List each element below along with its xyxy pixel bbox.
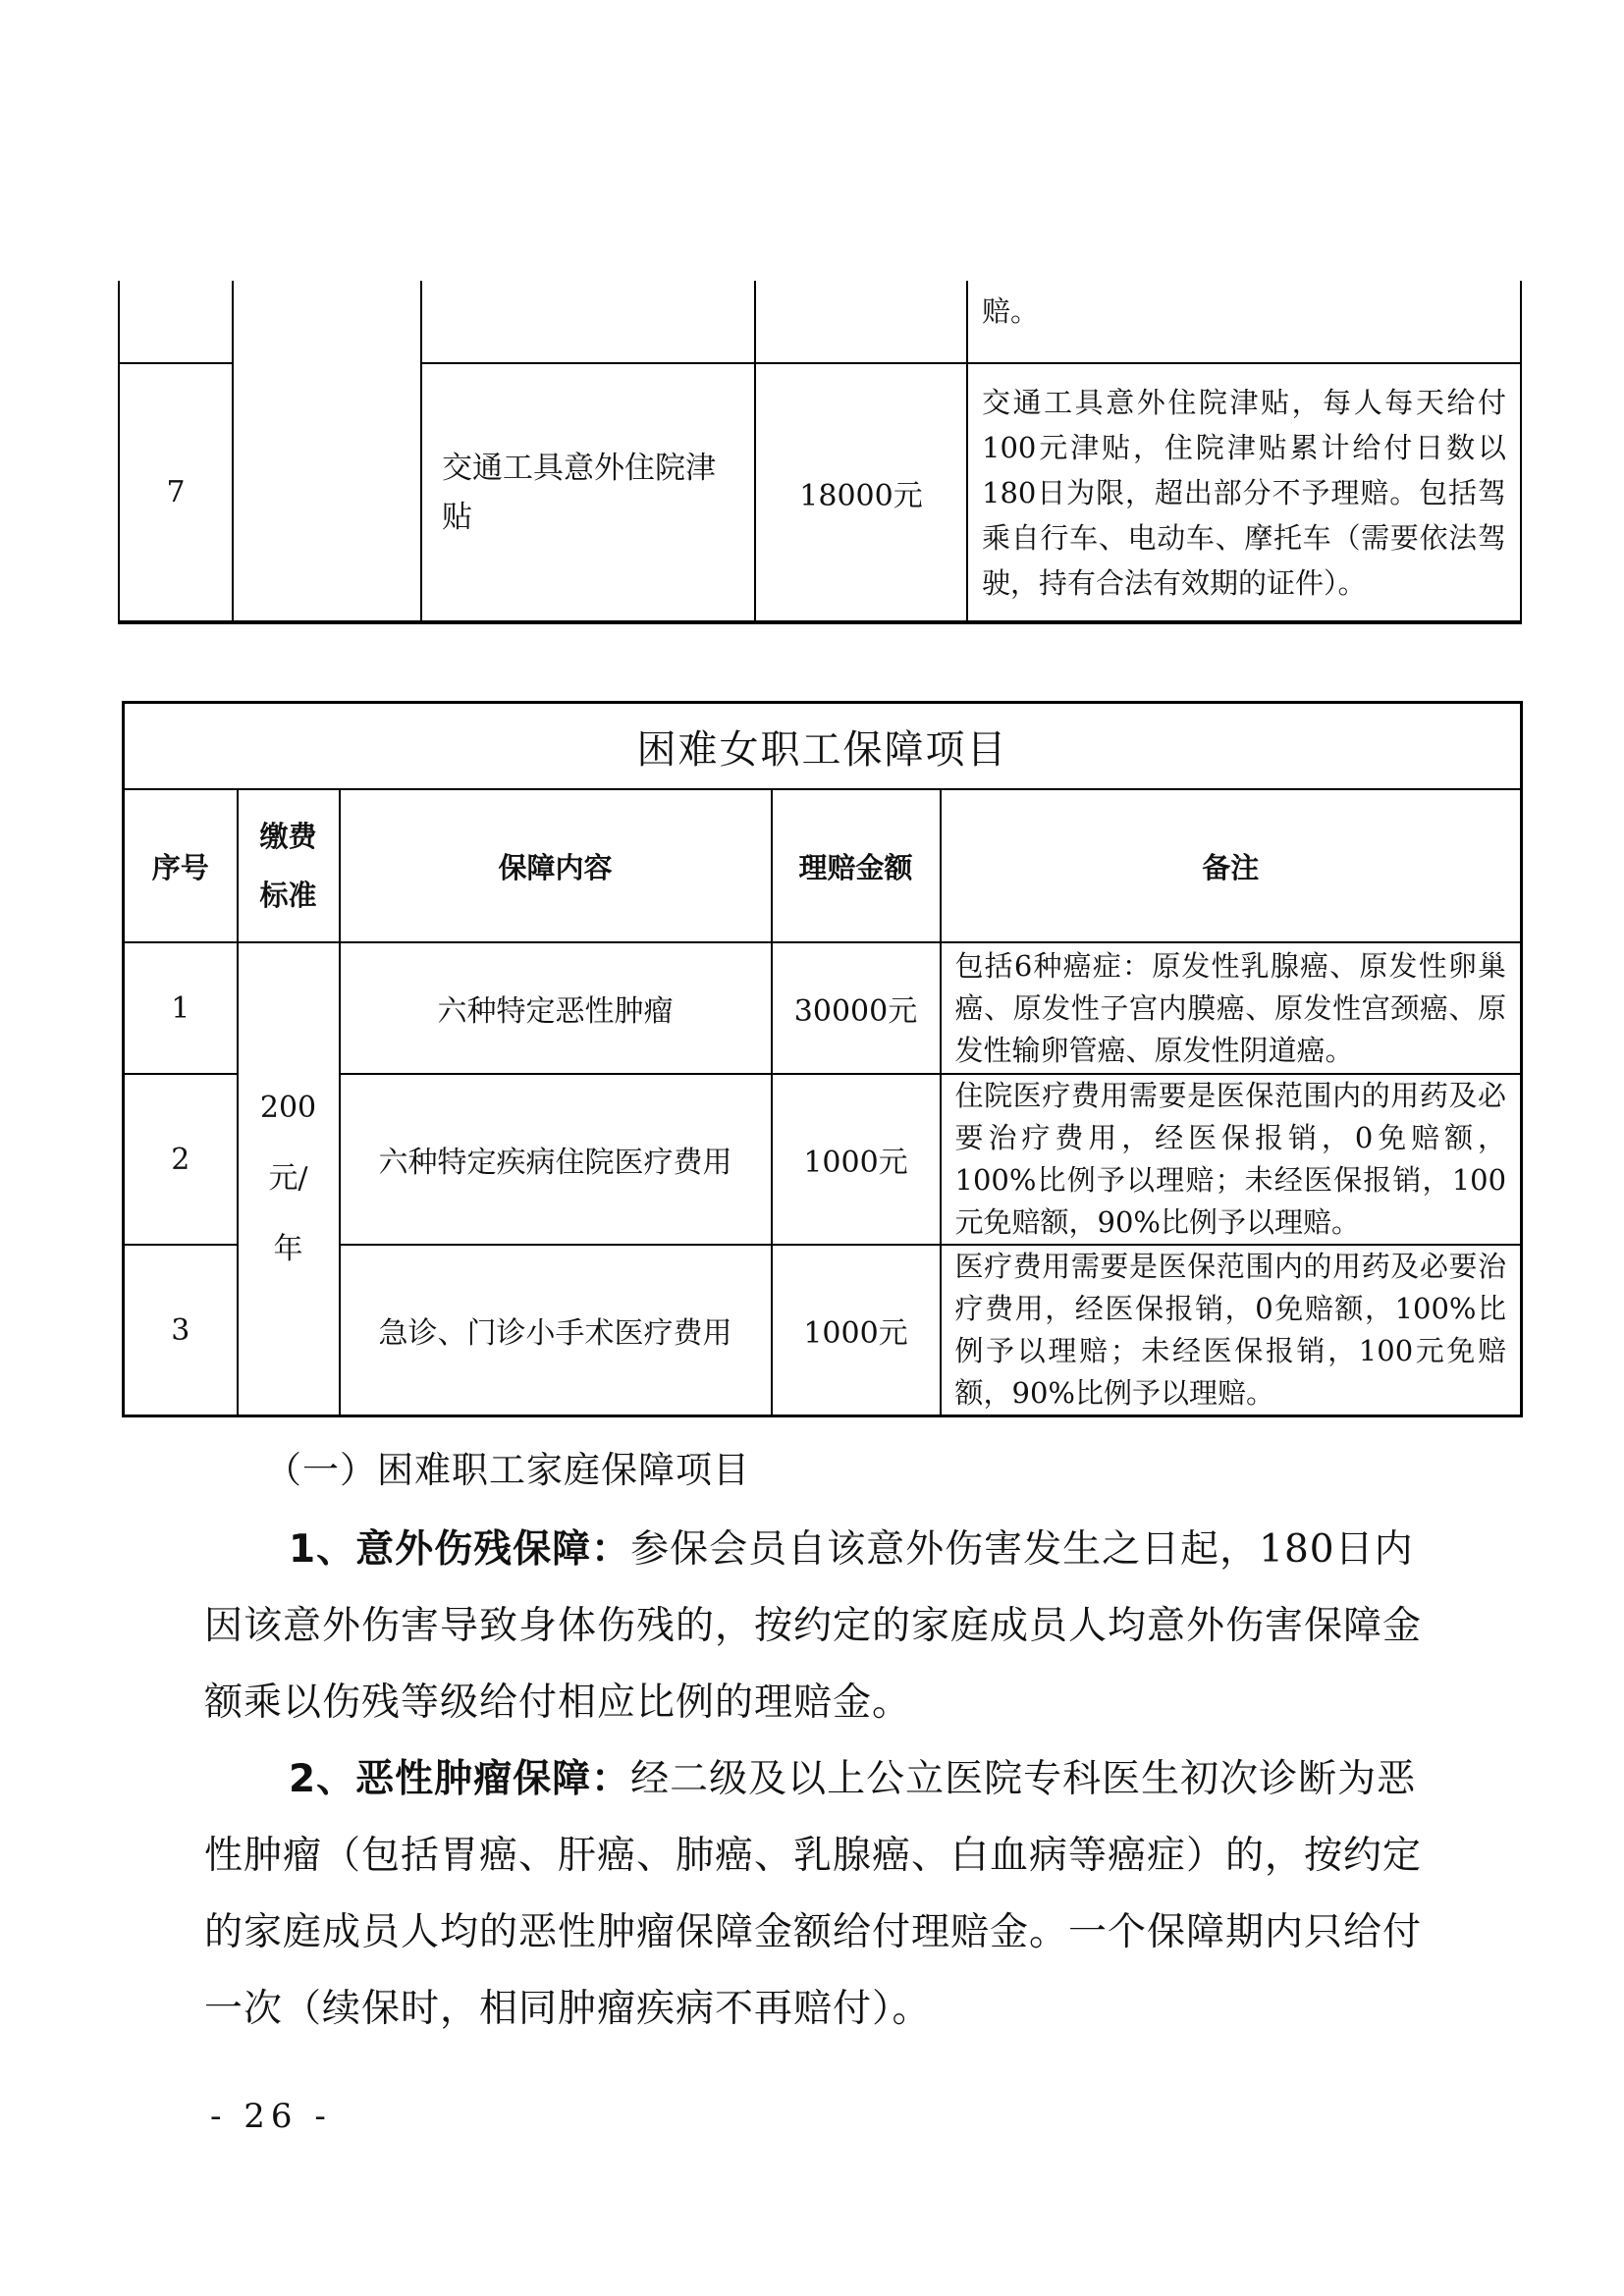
amount-cell: 30000元 bbox=[772, 942, 941, 1074]
amount-cell bbox=[755, 281, 967, 363]
header-amount: 理赔金额 bbox=[772, 789, 941, 942]
header-index: 序号 bbox=[124, 789, 238, 942]
note-cell: 包括6种癌症：原发性乳腺癌、原发性卵巢癌、原发性子宫内膜癌、原发性宫颈癌、原发性输卵管癌、原发性阴道癌。 bbox=[941, 942, 1522, 1074]
item-text: 经二级及以上公立医院专科医生初次诊断为恶性肿瘤（包括胃癌、肝癌、肺癌、乳腺癌、白血病等癌症）的，按约定的家庭成员人均的恶性肿瘤保障金额给付理赔金。一个保障期内只给付一次（续保时，相同肿瘤疾病不再赔付）。 bbox=[204, 1757, 1423, 2031]
item-label: 2、恶性肿瘤保障： bbox=[289, 1757, 631, 1801]
header-row bbox=[124, 789, 1522, 942]
note-cell: 交通工具意外住院津贴，每人每天给付100元津贴，住院津贴累计给付日数以180日为限，超出部分不予理赔。包括驾乘自行车、电动车、摩托车（需要依法驾驶，持有合法有效期的证件）。 bbox=[967, 363, 1521, 622]
index-cell: 3 bbox=[124, 1245, 238, 1416]
page-number: - 26 - bbox=[210, 2097, 332, 2136]
index-cell: 1 bbox=[124, 942, 238, 1074]
index-cell bbox=[119, 281, 233, 363]
content-cell: 交通工具意外住院津贴 bbox=[421, 363, 755, 622]
note-cell: 赔。 bbox=[967, 281, 1521, 363]
table-title: 困难女职工保障项目 bbox=[124, 703, 1522, 790]
header-fee-line1: 缴费 bbox=[259, 820, 317, 853]
content-cell bbox=[421, 281, 755, 363]
amount-cell: 1000元 bbox=[772, 1245, 941, 1416]
note-cell: 医疗费用需要是医保范围内的用药及必要治疗费用，经医保报销，0免赔额，100%比例予以理赔；未经医保报销，100元免赔额，90%比例予以理赔。 bbox=[941, 1245, 1522, 1416]
amount-cell: 18000元 bbox=[755, 363, 967, 622]
header-content: 保障内容 bbox=[340, 789, 772, 942]
fee-line3: 年 bbox=[273, 1232, 303, 1266]
item-text: 参保会员自该意外伤害发生之日起，180日内因该意外伤害导致身体伤残的，按约定的家庭成员人均意外伤害保障金额乘以伤残等级给付相应比例的理赔金。 bbox=[204, 1527, 1423, 1725]
header-note: 备注 bbox=[941, 789, 1522, 942]
content-cell: 六种特定恶性肿瘤 bbox=[340, 942, 772, 1074]
fee-line1: 200 bbox=[259, 1091, 317, 1125]
table-row bbox=[119, 281, 1521, 363]
fee-cell bbox=[238, 942, 340, 1416]
table-row bbox=[124, 942, 1522, 1074]
item-label: 1、意外伤残保障： bbox=[289, 1527, 631, 1572]
index-cell: 2 bbox=[124, 1074, 238, 1245]
paragraph-accident-disability bbox=[204, 1512, 1443, 1741]
content-cell: 急诊、门诊小手术医疗费用 bbox=[340, 1245, 772, 1416]
section-heading: （一）困难职工家庭保障项目 bbox=[265, 1449, 750, 1491]
insurance-table-continued bbox=[118, 281, 1522, 624]
header-fee bbox=[238, 789, 340, 942]
paragraph-malignant-tumor bbox=[204, 1741, 1443, 2048]
amount-cell: 1000元 bbox=[772, 1074, 941, 1245]
header-fee-line2: 标准 bbox=[259, 879, 317, 912]
fee-line2: 元/ bbox=[268, 1161, 308, 1196]
women-workers-table bbox=[122, 701, 1523, 1417]
note-cell: 住院医疗费用需要是医保范围内的用药及必要治疗费用，经医保报销，0免赔额，100%比例予以理赔；未经医保报销，100元免赔额，90%比例予以理赔。 bbox=[941, 1074, 1522, 1245]
index-cell: 7 bbox=[119, 363, 233, 622]
content-cell: 六种特定疾病住院医疗费用 bbox=[340, 1074, 772, 1245]
fee-cell bbox=[233, 281, 421, 622]
